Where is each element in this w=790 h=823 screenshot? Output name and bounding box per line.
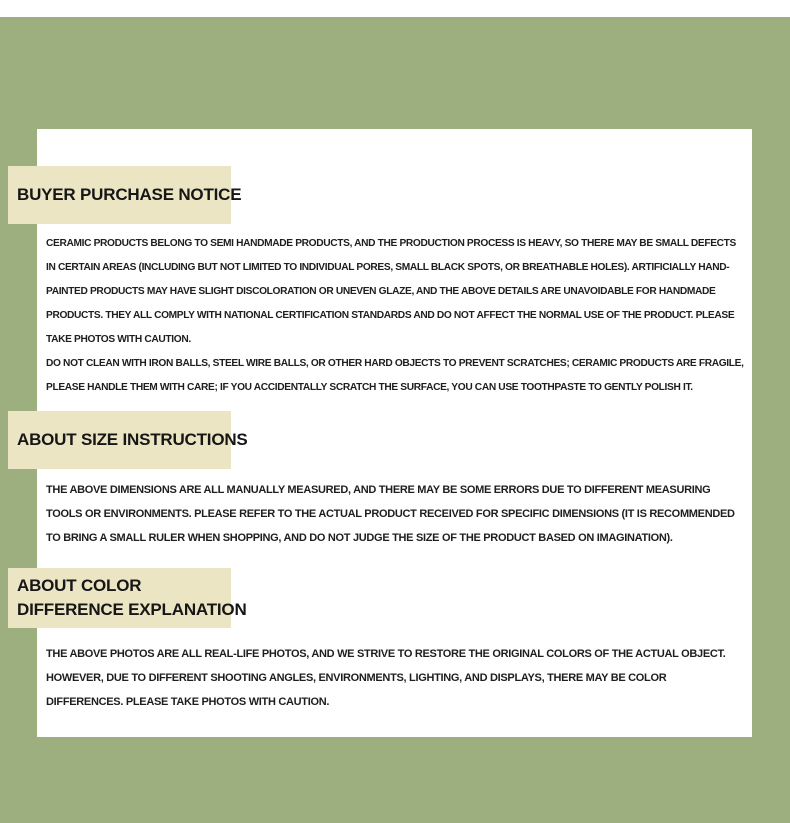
buyer-notice-paragraph-defects: CERAMIC PRODUCTS BELONG TO SEMI HANDMADE PRODUCTS, AND THE PRODUCTION PROCESS IS HEAVY, SO THERE MAY BE SMALL DEFECTS IN CERTAIN AREAS (INCLUDING BUT NOT LIMITED TO INDIVIDUAL PORES, SMALL BLACK SPOTS, OR BREATHABLE HOLES). ARTIFICIALLY HAND-PAINTED PRODUCTS MAY HAVE SLIGHT DISCOLORATION OR UNEVEN GLAZE, AND THE ABOVE DETAILS ARE UNAVOIDABLE FOR HANDMADE PRODUCTS. THEY ALL COMPLY WITH NATIONAL CERTIFICATION STANDARDS AND DO NOT AFFECT THE NORMAL USE OF THE PRODUCT. PLEASE TAKE PHOTOS WITH CAUTION. (46, 238, 736, 345)
heading-line: ABOUT SIZE INSTRUCTIONS (17, 430, 248, 449)
buyer-notice-body (46, 232, 746, 400)
heading-line: BUYER PURCHASE NOTICE (17, 185, 242, 204)
color-difference-body (46, 642, 746, 714)
heading-line: ABOUT COLOR (17, 576, 142, 595)
heading-buyer-purchase-notice (8, 166, 242, 224)
heading-about-size-instructions (8, 411, 248, 469)
heading-about-color-difference (8, 568, 247, 628)
size-instructions-body (46, 478, 746, 550)
heading-line: DIFFERENCE EXPLANATION (17, 600, 247, 619)
size-instructions-paragraph: THE ABOVE DIMENSIONS ARE ALL MANUALLY MEASURED, AND THERE MAY BE SOME ERRORS DUE TO DIFFERENT MEASURING TOOLS OR ENVIRONMENTS. PLEASE REFER TO THE ACTUAL PRODUCT RECEIVED FOR SPECIFIC DIMENSIONS (IT IS RECOMMENDED TO BRING A SMALL RULER WHEN SHOPPING, AND DO NOT JUDGE THE SIZE OF THE PRODUCT BASED ON IMAGINATION). (46, 484, 735, 544)
buyer-notice-paragraph-cleaning: DO NOT CLEAN WITH IRON BALLS, STEEL WIRE BALLS, OR OTHER HARD OBJECTS TO PREVENT SCRATCHES; CERAMIC PRODUCTS ARE FRAGILE, PLEASE HANDLE THEM WITH CARE; IF YOU ACCIDENTALLY SCRATCH THE SURFACE, YOU CAN USE TOOTHPASTE TO GENTLY POLISH IT. (46, 358, 744, 393)
color-difference-paragraph: THE ABOVE PHOTOS ARE ALL REAL-LIFE PHOTOS, AND WE STRIVE TO RESTORE THE ORIGINAL COLORS OF THE ACTUAL OBJECT. HOWEVER, DUE TO DIFFERENT SHOOTING ANGLES, ENVIRONMENTS, LIGHTING, AND DISPLAYS, THERE MAY BE COLOR DIFFERENCES. PLEASE TAKE PHOTOS WITH CAUTION. (46, 648, 726, 708)
